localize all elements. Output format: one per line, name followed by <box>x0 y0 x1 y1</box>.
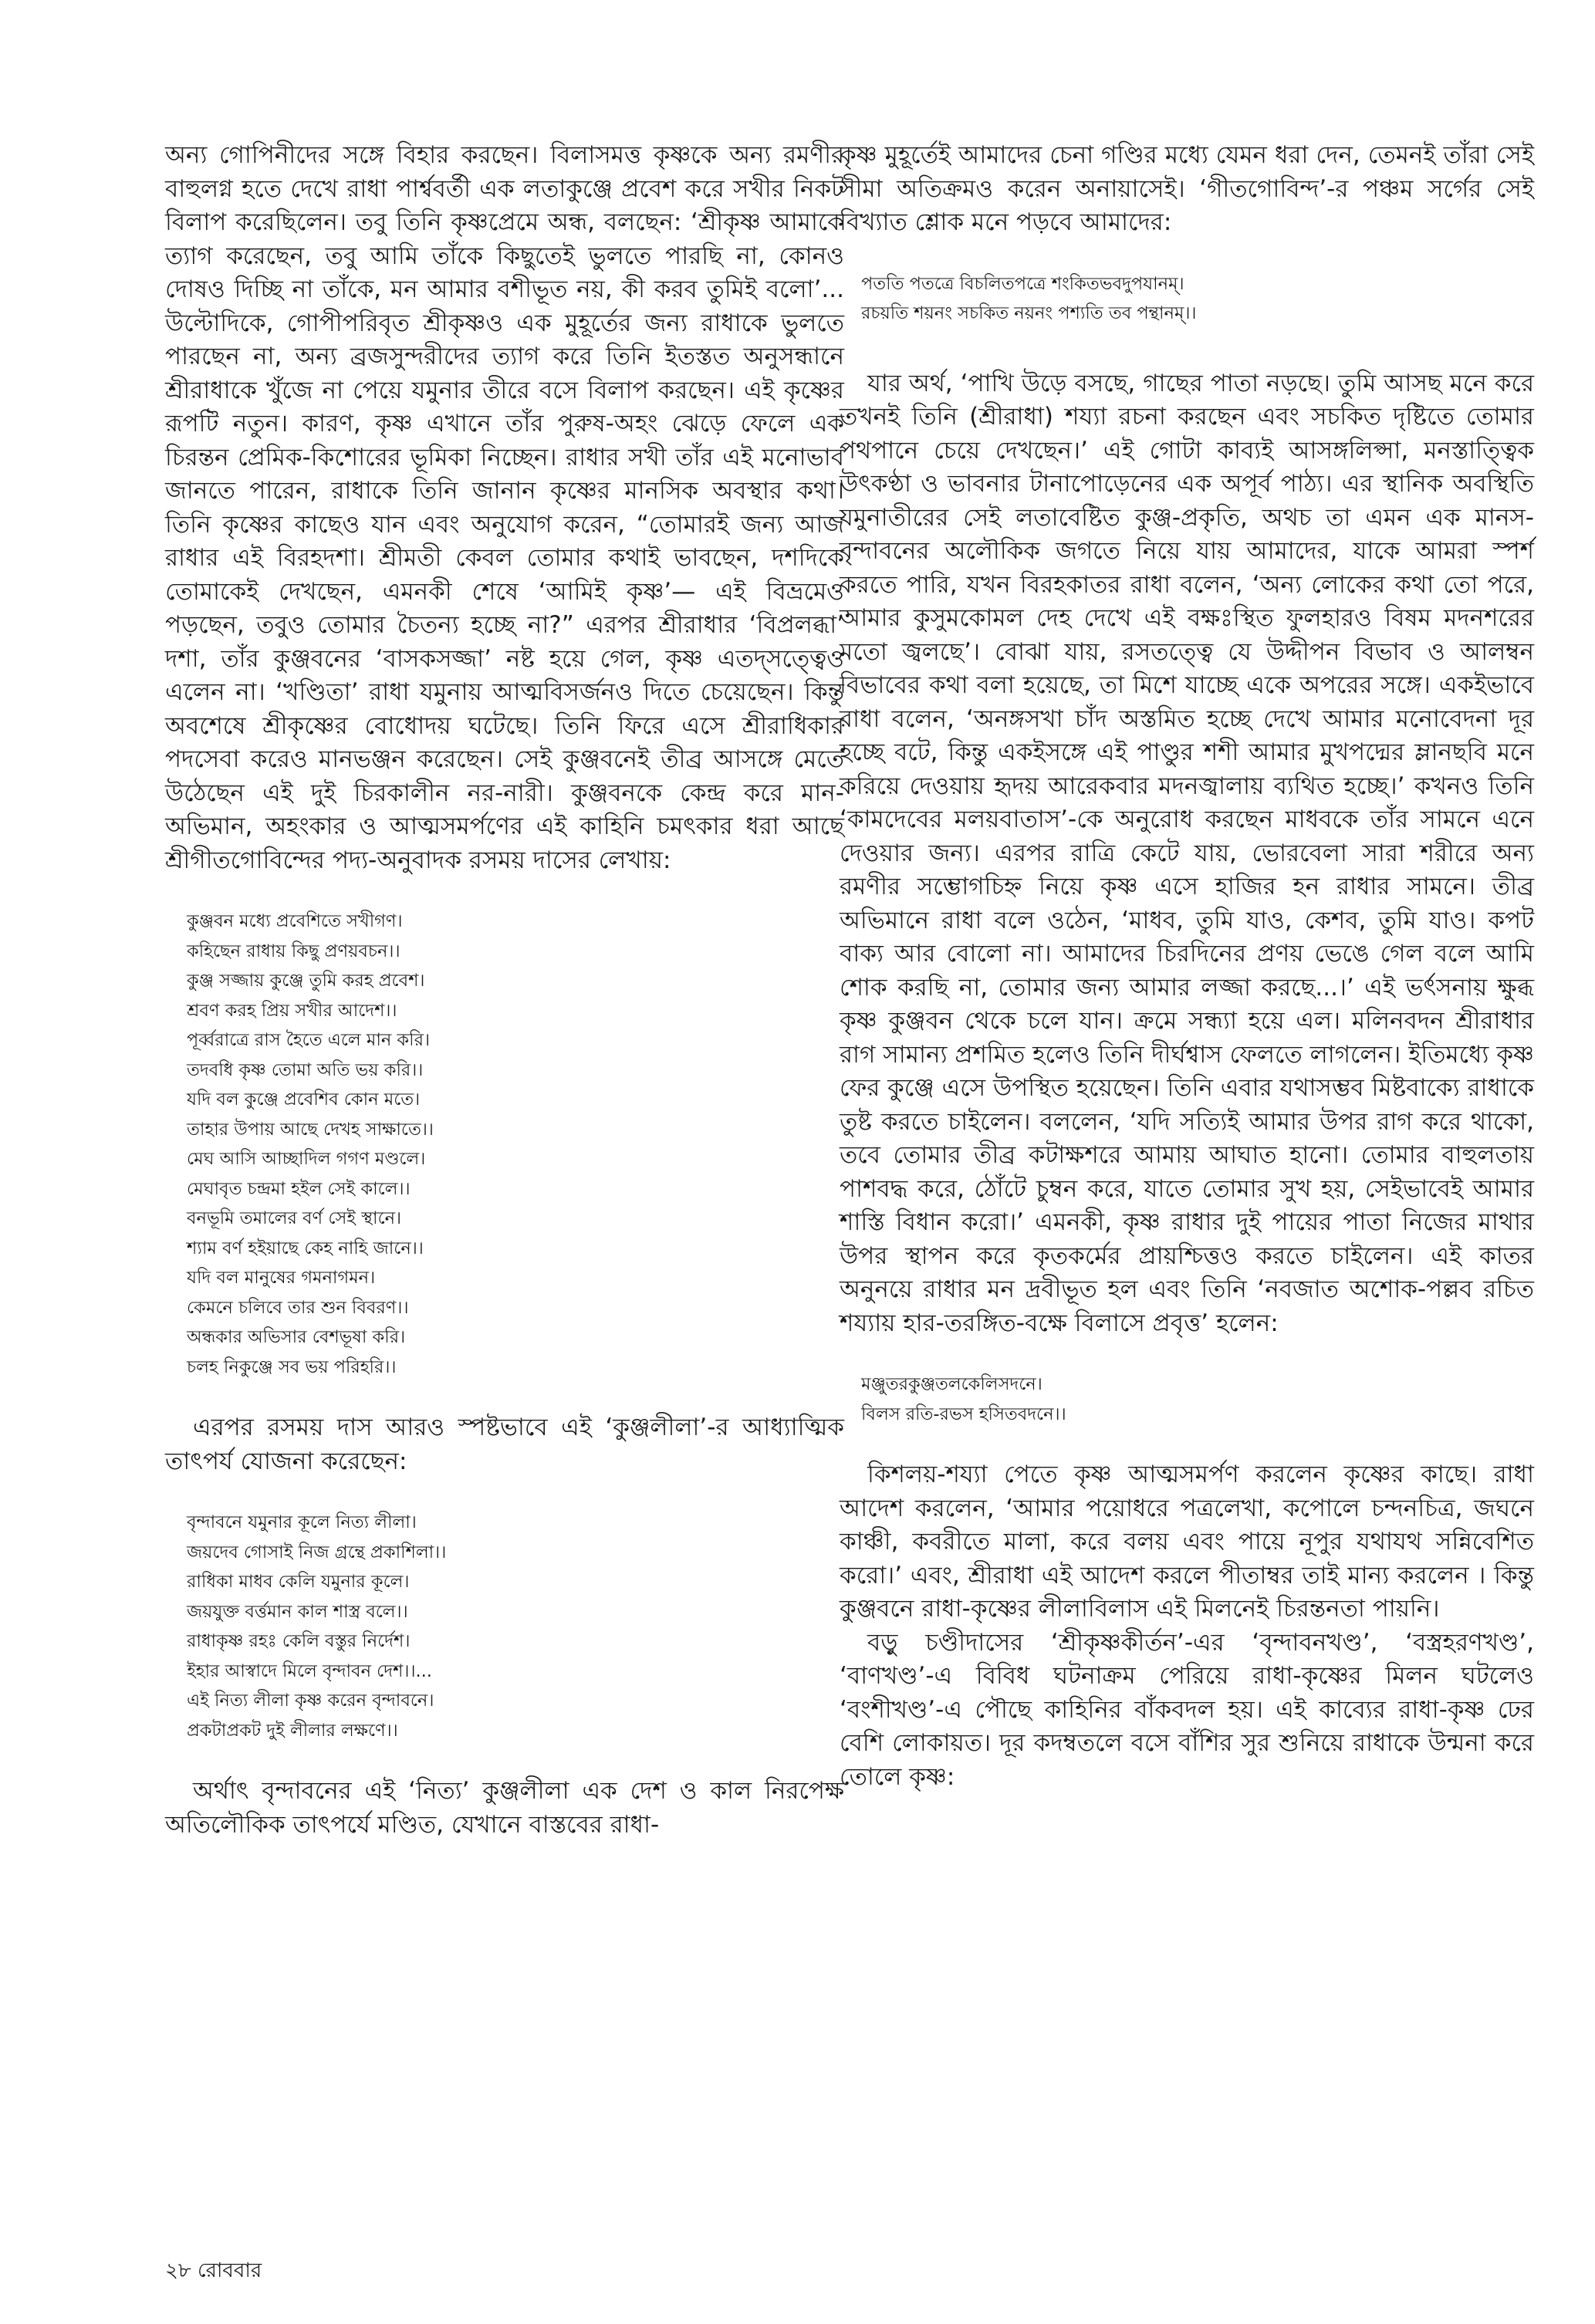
poem1-line: কুঞ্জ সজ্জায় কুঞ্জে তুমি করহ প্রবেশ। <box>187 971 425 991</box>
poem1-line: যদি বল কুঞ্জে প্রবেশিব কোন মতে। <box>187 1089 421 1110</box>
poem2-line: ইহার আস্বাদে মিলে বৃন্দাবন দেশ।।... <box>187 1660 432 1681</box>
poem1-line: অন্ধকার অভিসার বেশভূষা করি। <box>187 1327 406 1347</box>
poem2-line: রাধিকা মাধব কেলি যমুনার কূলে। <box>187 1572 410 1592</box>
poem1-line: তদবধি কৃষ্ণ তোমা অতি ভয় করি।। <box>187 1059 424 1080</box>
poem1-line: মেঘ আসি আচ্ছাদিল গগণ মণ্ডলে। <box>187 1149 426 1169</box>
poem1-line: মেঘাবৃত চন্দ্রমা হইল সেই কালে।। <box>187 1178 411 1199</box>
poem1-line: শ্রবণ করহ প্রিয় সখীর আদেশ।। <box>187 1000 397 1021</box>
sloka2-line: মঞ্জুতরকুঞ্জতলকেলিসদনে। <box>861 1374 1042 1394</box>
poem1-line: কুঞ্জবন মধ্যে প্রবেশিতে সখীগণ। <box>187 911 403 931</box>
poem1-line: বনভূমি তমালের বর্ণ সেই স্থানে। <box>187 1208 402 1228</box>
left-poem-1 <box>165 907 844 1382</box>
poem1-line: কেমনে চলিবে তার শুন বিবরণ।। <box>187 1297 409 1318</box>
right-column <box>840 139 1534 1794</box>
left-para-1: অন্য গোপিনীদের সঙ্গে বিহার করছেন। বিলাসমত্ত কৃষ্ণকে অন্য রমণীর বাহুলগ্ন হতে দেখে রাধা পার্শ্ববর্তী এক লতাকুঞ্জে প্রবেশ করে সখীর নিকট বিলাপ করেছিলেন। তবু তিনি কৃষ্ণপ্রেমে অন্ধ, বলছেন: ‘শ্রীকৃষ্ণ আমাকে ত্যাগ করেছেন, তবু আমি তাঁকে কিছুতেই ভুলতে পারছি না, কোনও দোষও দিচ্ছি না তাঁকে, মন আমার বশীভূত নয়, কী করব তুমিই বলো’... উল্টোদিকে, গোপীপরিবৃত শ্রীকৃষ্ণও এক মুহূর্তের জন্য রাধাকে ভুলতে পারছেন না, অন্য ব্রজসুন্দরীদের ত্যাগ করে তিনি ইতস্তত অনুসন্ধানে শ্রীরাধাকে খুঁজে না পেয়ে যমুনার তীরে বসে বিলাপ করছেন। এই কৃষ্ণের রূপটি নতুন। কারণ, কৃষ্ণ এখানে তাঁর পুরুষ-অহং ঝেড়ে ফেলে এক চিরন্তন প্রেমিক-কিশোরের ভূমিকা নিচ্ছেন। রাধার সখী তাঁর এই মনোভাব জানতে পারেন, রাধাকে তিনি জানান কৃষ্ণের মানসিক অবস্থার কথা। তিনি কৃষ্ণের কাছেও যান এবং অনুযোগ করেন, “তোমারই জন্য আজ রাধার এই বিরহদশা। শ্রীমতী কেবল তোমার কথাই ভাবছেন, দশদিকে তোমাকেই দেখছেন, এমনকী শেষে ‘আমিই কৃষ্ণ’— এই বিভ্রমেও পড়ছেন, তবুও তোমার চৈতন্য হচ্ছে না?” এরপর শ্রীরাধার ‘বিপ্রলব্ধা’ দশা, তাঁর কুঞ্জবনের ‘বাসকসজ্জা’ নষ্ট হয়ে গেল, কৃষ্ণ এতদ্সত্ত্বেও এলেন না। ‘খণ্ডিতা’ রাধা যমুনায় আত্মবিসর্জনও দিতে চেয়েছেন। কিন্তু অবশেষে শ্রীকৃষ্ণের বোধোদয় ঘটেছে। তিনি ফিরে এসে শ্রীরাধিকার পদসেবা করেও মানভঞ্জন করেছেন। সেই কুঞ্জবনেই তীব্র আসঙ্গে মেতে উঠেছেন এই দুই চিরকালীন নর-নারী। কুঞ্জবনকে কেন্দ্র করে মান-অভিমান, অহংকার ও আত্মসমর্পণের এই কাহিনি চমৎকার ধরা আছে শ্রীগীতগোবিন্দের পদ্য-অনুবাদক রসময় দাসের লেখায়: <box>165 141 844 874</box>
sloka2-line: বিলস রতি-রভস হসিতবদনে।। <box>861 1404 1066 1424</box>
sloka1-line: রচয়তি শয়নং সচকিত নয়নং পশ্যতি তব পন্থানম্।। <box>861 303 1197 323</box>
poem1-line: কহিছেন রাধায় কিছু প্রণয়বচন।। <box>187 941 400 961</box>
page-number: ২৮ <box>165 2259 191 2282</box>
left-poem-2 <box>165 1508 844 1745</box>
right-para-2: যার অর্থ, ‘পাখি উড়ে বসছে, গাছের পাতা নড়ছে। তুমি আসছ মনে করে তখনই তিনি (শ্রীরাধা) শয্যা রচনা করছেন এবং সচকিত দৃষ্টিতে তোমার পথপানে চেয়ে দেখছেন।’ এই গোটা কাব্যই আসঙ্গলিপ্সা, মনস্তাত্ত্বিক উৎকণ্ঠা ও ভাবনার টানাপোড়েনের এক অপূর্ব পাঠ্য। এর স্থানিক অবস্থিতি যমুনাতীরের সেই লতাবেষ্টিত কুঞ্জ-প্রকৃতি, অথচ তা এমন এক মানস-বৃন্দাবনের অলৌকিক জগতে নিয়ে যায় আমাদের, যাকে আমরা স্পর্শ করতে পারি, যখন বিরহকাতর রাধা বলেন, ‘অন্য লোকের কথা তো পরে, আমার কুসুমকোমল দেহ দেখে এই বক্ষঃস্থিত ফুলহারও বিষম মদনশরের মতো জ্বলছে’। বোঝা যায়, রসতত্ত্বে যে উদ্দীপন বিভাব ও আলম্বন বিভাবের কথা বলা হয়েছে, তা মিশে যাচ্ছে একে অপরের সঙ্গে। একইভাবে রাধা বলেন, ‘অনঙ্গসখা চাঁদ অস্তমিত হচ্ছে দেখে আমার মনোবেদনা দূর হচ্ছে বটে, কিন্তু একইসঙ্গে এই পাণ্ডুর শশী আমার মুখপদ্মের ম্লানছবি মনে করিয়ে দেওয়ায় হৃদয় আরেকবার মদনজ্বালায় ব্যথিত হচ্ছে।’ কখনও তিনি ‘কামদেবের মলয়বাতাস’-কে অনুরোধ করছেন মাধবকে তাঁর সামনে এনে দেওয়ার জন্য। এরপর রাত্রি কেটে যায়, ভোরবেলা সারা শরীরে অন্য রমণীর সম্ভোগচিহ্ন নিয়ে কৃষ্ণ এসে হাজির হন রাধার সামনে। তীব্র অভিমানে রাধা বলে ওঠেন, ‘মাধব, তুমি যাও, কেশব, তুমি যাও। কপট বাক্য আর বোলো না। আমাদের চিরদিনের প্রণয় ভেঙে গেল বলে আমি শোক করছি না, তোমার জন্য আমার লজ্জা করছে...।’ এই ভর্ৎসনায় ক্ষুব্ধ কৃষ্ণ কুঞ্জবন থেকে চলে যান। ক্রমে সন্ধ্যা হয়ে এল। মলিনবদন শ্রীরাধার রাগ সামান্য প্রশমিত হলেও তিনি দীর্ঘশ্বাস ফেলতে লাগলেন। ইতিমধ্যে কৃষ্ণ ফের কুঞ্জে এসে উপস্থিত হয়েছেন। তিনি এবার যথাসম্ভব মিষ্টবাক্যে রাধাকে তুষ্ট করতে চাইলেন। বললেন, ‘যদি সত্যিই আমার উপর রাগ করে থাকো, তবে তোমার তীব্র কটাক্ষশরে আমায় আঘাত হানো। তোমার বাহুলতায় পাশবদ্ধ করে, ঠোঁটে চুম্বন করে, যাতে তোমার সুখ হয়, সেইভাবেই আমার শাস্তি বিধান করো।’ এমনকী, কৃষ্ণ রাধার দুই পায়ের পাতা নিজের মাথার উপর স্থাপন করে কৃতকর্মের প্রায়শ্চিত্তও করতে চাইলেন। এই কাতর অনুনয়ে রাধার মন দ্রবীভূত হল এবং তিনি ‘নবজাত অশোক-পল্লব রচিত শয্যায় হার-তরঙ্গিত-বক্ষে বিলাসে প্রবৃত্ত’ হলেন: <box>840 369 1534 1337</box>
left-para-2: এরপর রসময় দাস আরও স্পষ্টভাবে এই ‘কুঞ্জলীলা’-র আধ্যাত্মিক তাৎপর্য যোজনা করেছেন: <box>165 1414 844 1475</box>
right-para-4: বড়ু চণ্ডীদাসের ‘শ্রীকৃষ্ণকীর্তন’-এর ‘বৃন্দাবনখণ্ড’, ‘বস্ত্রহরণখণ্ড’, ‘বাণখণ্ড’-এ বিবিধ ঘটনাক্রম পেরিয়ে রাধা-কৃষ্ণের মিলন ঘটলেও ‘বংশীখণ্ড’-এ পৌছে কাহিনির বাঁকবদল হয়। এই কাব্যের রাধা-কৃষ্ণ ঢের বেশি লোকায়ত। দূর কদম্বতলে বসে বাঁশির সুর শুনিয়ে রাধাকে উন্মনা করে তোলে কৃষ্ণ: <box>840 1628 1534 1791</box>
left-column <box>165 139 844 1842</box>
poem2-line: রাধাকৃষ্ণ রহঃ কেলি বস্তুর নির্দেশ। <box>187 1631 411 1651</box>
poem2-line: বৃন্দাবনে যমুনার কূলে নিত্য লীলা। <box>187 1512 417 1532</box>
magazine-name: রোববার <box>198 2259 262 2282</box>
page-footer <box>165 2255 262 2289</box>
poem1-line: চলহ নিকুঞ্জে সব ভয় পরিহরি।। <box>187 1356 397 1377</box>
poem2-line: জয়দেব গোসাই নিজ গ্রন্থে প্রকাশিলা।। <box>187 1542 447 1562</box>
right-para-3: কিশলয়-শয্যা পেতে কৃষ্ণ আত্মসমর্পণ করলেন কৃষ্ণের কাছে। রাধা আদেশ করলেন, ‘আমার পয়োধরে পত্রলেখা, কপোলে চন্দনচিত্র, জঘনে কাঞ্চী, কবরীতে মালা, করে বলয় এবং পায়ে নূপুর যথাযথ সন্নিবেশিত করো।’ এবং, শ্রীরাধা এই আদেশ করলে পীতাম্বর তাই মান্য করলেন । কিন্তু কুঞ্জবনে রাধা-কৃষ্ণের লীলাবিলাস এই মিলনেই চিরন্তনতা পায়নি। <box>840 1461 1534 1623</box>
left-para-3: অর্থাৎ বৃন্দাবনের এই ‘নিত্য’ কুঞ্জলীলা এক দেশ ও কাল নিরপেক্ষ অতিলৌকিক তাৎপর্যে মণ্ডিত, যেখানে বাস্তবের রাধা- <box>165 1777 844 1839</box>
poem1-line: শ্যাম বর্ণ হইয়াছে কেহ নাহি জানে।। <box>187 1238 424 1258</box>
poem1-line: যদি বল মানুষের গমনাগমন। <box>187 1268 376 1288</box>
right-sloka-1 <box>840 269 1534 329</box>
poem2-line: প্রকটাপ্রকট দুই লীলার লক্ষণে।। <box>187 1720 398 1741</box>
poem1-line: পূর্ব্বরাত্রে রাস হৈতে এলে মান করি। <box>187 1030 431 1050</box>
poem2-line: জয়যুক্ত বর্ত্তমান কাল শাস্ত্র বলে।। <box>187 1601 408 1622</box>
poem1-line: তাহার উপায় আছে দেখহ সাক্ষাতে।। <box>187 1119 434 1140</box>
right-para-1: কৃষ্ণ মুহূর্তেই আমাদের চেনা গণ্ডির মধ্যে যেমন ধরা দেন, তেমনই তাঁরা সেই সীমা অতিক্রমও করেন অনায়াসেই। ‘গীতগোবিন্দ’-র পঞ্চম সর্গের সেই বিখ্যাত শ্লোক মনে পড়বে আমাদের: <box>840 141 1534 236</box>
poem2-line: এই নিত্য লীলা কৃষ্ণ করেন বৃন্দাবনে। <box>187 1691 434 1711</box>
sloka1-line: পততি পতত্রে বিচলিতপত্রে শংকিতভবদুপযানম্। <box>861 273 1184 294</box>
right-sloka-2 <box>840 1370 1534 1429</box>
